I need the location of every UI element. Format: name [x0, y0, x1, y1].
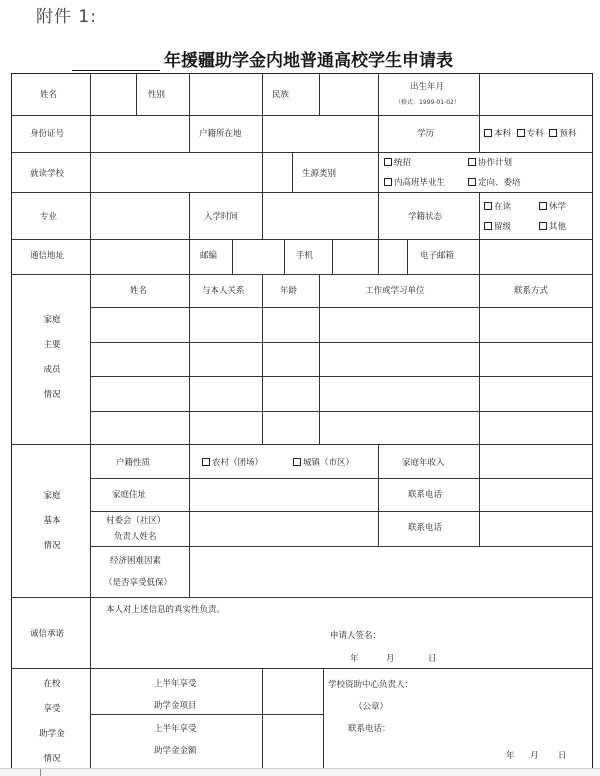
aid-project-label-2: 助学金项目: [154, 701, 197, 711]
row-divider: [90, 342, 592, 343]
row-divider: [12, 274, 592, 275]
pledge-day-label: 日: [428, 654, 437, 664]
row-divider: [90, 411, 592, 412]
checkbox-cooperation-plan[interactable]: 协作计划: [468, 158, 512, 168]
col-divider: [262, 274, 263, 444]
gender-label: 性别: [148, 90, 166, 100]
row-divider: [12, 239, 592, 240]
village-committee-label: 村委会（社区）: [106, 516, 166, 526]
checkbox-enrolled[interactable]: 在读: [484, 202, 511, 212]
aid-month-label: 月: [530, 751, 539, 761]
aid-section-label: 在校 享受 助学金 情况: [39, 679, 65, 764]
village-head-label: 负责人姓名: [114, 532, 157, 542]
family-members-section-label: 家庭 主要 成员 情况: [43, 315, 61, 400]
hardship-label: 经济困难因素: [110, 556, 162, 566]
col-divider: [319, 74, 320, 115]
col-divider: [479, 239, 480, 274]
document-header: [0, 0, 600, 46]
family-header-work-unit: 工作或学习单位: [365, 286, 425, 296]
family-address-label: 家庭住址: [112, 490, 147, 500]
col-divider: [189, 115, 190, 152]
col-divider: [378, 444, 379, 478]
family-header-age: 年龄: [280, 286, 298, 296]
row-divider: [90, 307, 592, 308]
family-header-name: 姓名: [130, 286, 148, 296]
checkbox-targeted[interactable]: 定向、委培: [468, 178, 521, 188]
checkbox-repeat[interactable]: 留级: [484, 222, 511, 232]
pledge-year-label: 年: [350, 654, 359, 664]
form-title-text: 年援疆助学金内地普通高校学生申请表: [164, 51, 453, 71]
col-divider: [284, 239, 285, 274]
row-divider: [90, 546, 592, 547]
attachment-label: 附件 1:: [36, 7, 97, 27]
name-label: 姓名: [40, 90, 58, 100]
col-divider: [262, 74, 263, 152]
ethnicity-label: 民族: [272, 90, 290, 100]
contact-phone-label: 联系电话: [408, 490, 443, 500]
col-divider: [189, 192, 190, 239]
family-header-contact: 联系方式: [514, 286, 549, 296]
household-registration-label: 户籍所在地: [199, 129, 242, 139]
checkbox-rural[interactable]: 农村（团场）: [202, 458, 263, 468]
family-basic-section-label: 家庭 基本 情况: [43, 491, 61, 551]
row-divider: [12, 444, 592, 445]
col-divider: [262, 152, 263, 192]
aid-project-label-1: 上半年享受: [154, 679, 197, 689]
col-divider: [479, 115, 480, 152]
col-divider: [407, 239, 408, 274]
col-divider: [332, 239, 333, 274]
mobile-label: 手机: [296, 251, 314, 261]
mailing-address-label: 通信地址: [30, 251, 65, 261]
education-label: 学历: [417, 129, 435, 139]
col-divider: [319, 274, 320, 444]
enrollment-time-label: 入学时间: [204, 212, 239, 222]
family-income-label: 家庭年收入: [402, 458, 445, 468]
id-number-label: 身份证号: [30, 129, 65, 139]
honesty-statement: 本人对上述信息的真实性负责。: [106, 605, 226, 615]
row-divider: [12, 597, 592, 598]
checkbox-unified[interactable]: 统招: [384, 158, 411, 168]
major-label: 专业: [40, 212, 58, 222]
honesty-pledge-label: 诚信承诺: [30, 629, 65, 639]
aid-year-label: 年: [506, 751, 515, 761]
row-divider: [12, 668, 592, 669]
family-header-relation: 与本人关系: [202, 286, 245, 296]
checkbox-suspended[interactable]: 休学: [539, 202, 566, 212]
checkbox-other[interactable]: 其他: [539, 222, 566, 232]
application-form: [11, 73, 593, 770]
col-divider: [189, 74, 190, 115]
col-divider: [136, 74, 137, 115]
row-divider: [90, 478, 592, 479]
col-divider: [378, 478, 379, 546]
col-divider: [262, 192, 263, 239]
col-divider: [189, 444, 190, 597]
col-divider: [292, 152, 293, 192]
birth-format-hint: （格式：1999-01-02）: [395, 99, 460, 106]
student-status-label: 学籍状态: [408, 212, 443, 222]
aid-day-label: 日: [558, 751, 567, 761]
col-divider: [189, 274, 190, 444]
official-seal-label: （公章）: [354, 702, 389, 712]
student-source-label: 生源类别: [302, 169, 337, 179]
checkbox-junior-college[interactable]: 专科: [517, 129, 544, 139]
col-divider: [90, 74, 91, 769]
aid-amount-label-1: 上半年享受: [154, 724, 197, 734]
checkbox-preparatory[interactable]: 预科: [549, 129, 576, 139]
aid-center-head-label: 学校资助中心负责人：: [328, 680, 414, 690]
col-divider: [378, 74, 379, 274]
applicant-signature-label: 申请人签名：: [330, 631, 382, 641]
aid-amount-label-2: 助学金金额: [154, 746, 197, 756]
col-divider: [189, 239, 190, 274]
form-title: [72, 46, 453, 71]
checkbox-urban[interactable]: 城镇（市区）: [293, 458, 354, 468]
row-divider: [90, 511, 592, 512]
col-divider: [323, 668, 324, 769]
year-blank[interactable]: [72, 54, 160, 71]
low-income-label: （是否享受低保）: [104, 578, 173, 588]
pledge-month-label: 月: [386, 654, 395, 664]
col-divider: [479, 192, 480, 239]
household-type-label: 户籍性质: [116, 458, 151, 468]
col-divider: [232, 239, 233, 274]
checkbox-bachelor[interactable]: 本科: [484, 129, 511, 139]
col-divider: [479, 444, 480, 546]
email-label: 电子邮箱: [420, 251, 455, 261]
aid-contact-phone-label: 联系电话：: [348, 724, 391, 734]
postcode-label: 邮编: [200, 251, 218, 261]
education-options: [484, 129, 576, 139]
row-divider: [12, 192, 592, 193]
birth-label: 出生年月: [410, 82, 445, 92]
row-divider: [12, 115, 592, 116]
contact-phone-label-2: 联系电话: [408, 523, 443, 533]
row-divider: [12, 152, 592, 153]
checkbox-xinjiang-class-graduate[interactable]: 内高班毕业生: [384, 178, 445, 188]
col-divider: [479, 274, 480, 444]
row-divider: [90, 714, 323, 715]
school-label: 就读学校: [30, 169, 65, 179]
row-divider: [90, 376, 592, 377]
col-divider: [262, 668, 263, 769]
